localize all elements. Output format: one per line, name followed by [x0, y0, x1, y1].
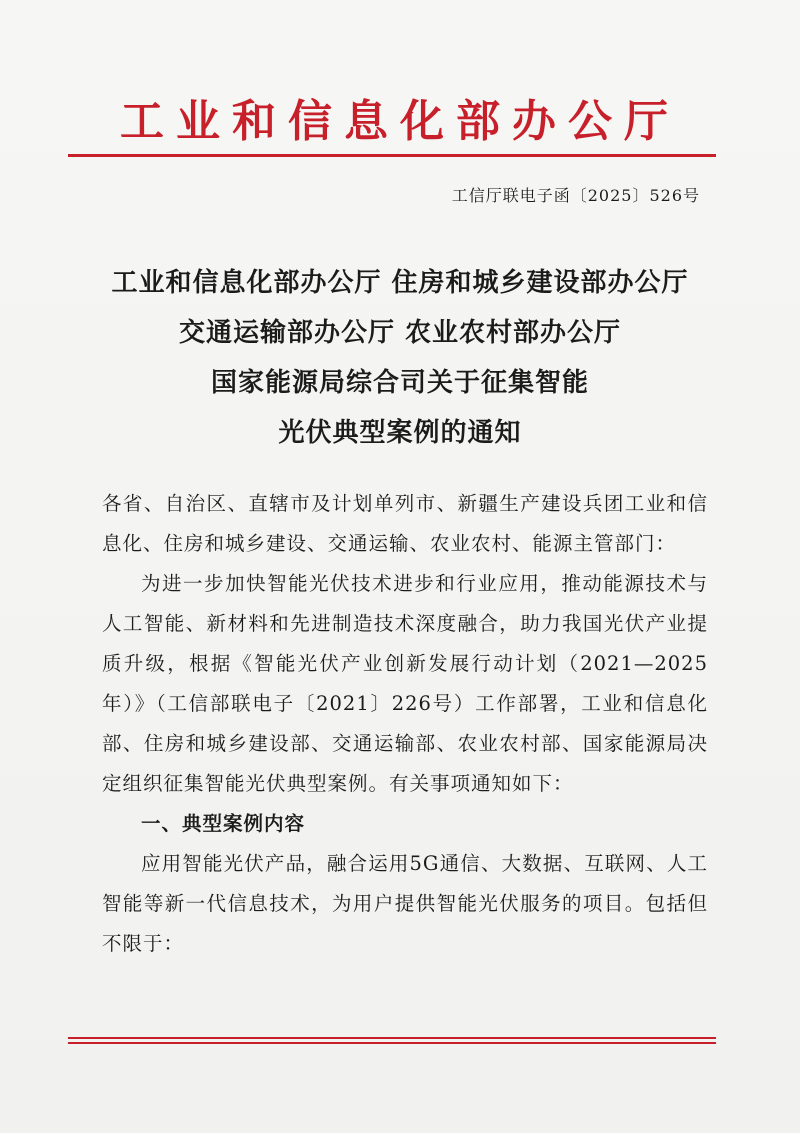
- document-title: [0, 258, 800, 458]
- paragraph-scope: 应用智能光伏产品，融合运用5G通信、大数据、互联网、人工智能等新一代信息技术，为用户提供智能光伏服务的项目。包括但不限于：: [102, 852, 708, 955]
- agency-letterhead: 工业和信息化部办公厅: [120, 96, 680, 147]
- section-heading-1: 一、典型案例内容: [141, 812, 306, 835]
- document-number: 工信厅联电子函〔2025〕526号: [451, 186, 700, 205]
- bottom-red-rule-1: [68, 1037, 716, 1039]
- title-line-1: 工业和信息化部办公厅 住房和城乡建设部办公厅: [111, 268, 689, 298]
- salutation: 各省、自治区、直辖市及计划单列市、新疆生产建设兵团工业和信息化、住房和城乡建设、交通运输、农业农村、能源主管部门：: [102, 492, 708, 555]
- paragraph-intro: 为进一步加快智能光伏技术进步和行业应用，推动能源技术与人工智能、新材料和先进制造技术深度融合，助力我国光伏产业提质升级，根据《智能光伏产业创新发展行动计划（2021—2025年）》（工信部联电子〔2021〕226号）工作部署，工业和信息化部、住房和城乡建设部、交通运输部、农业农村部、国家能源局决定组织征集智能光伏典型案例。有关事项通知如下：: [102, 572, 708, 795]
- title-line-2: 交通运输部办公厅 农业农村部办公厅: [178, 318, 622, 348]
- top-red-rule: [68, 154, 716, 157]
- bottom-red-rule-2: [68, 1042, 716, 1044]
- document-body: [102, 484, 708, 964]
- title-line-4: 光伏典型案例的通知: [278, 418, 522, 448]
- title-line-3: 国家能源局综合司关于征集智能: [210, 368, 589, 398]
